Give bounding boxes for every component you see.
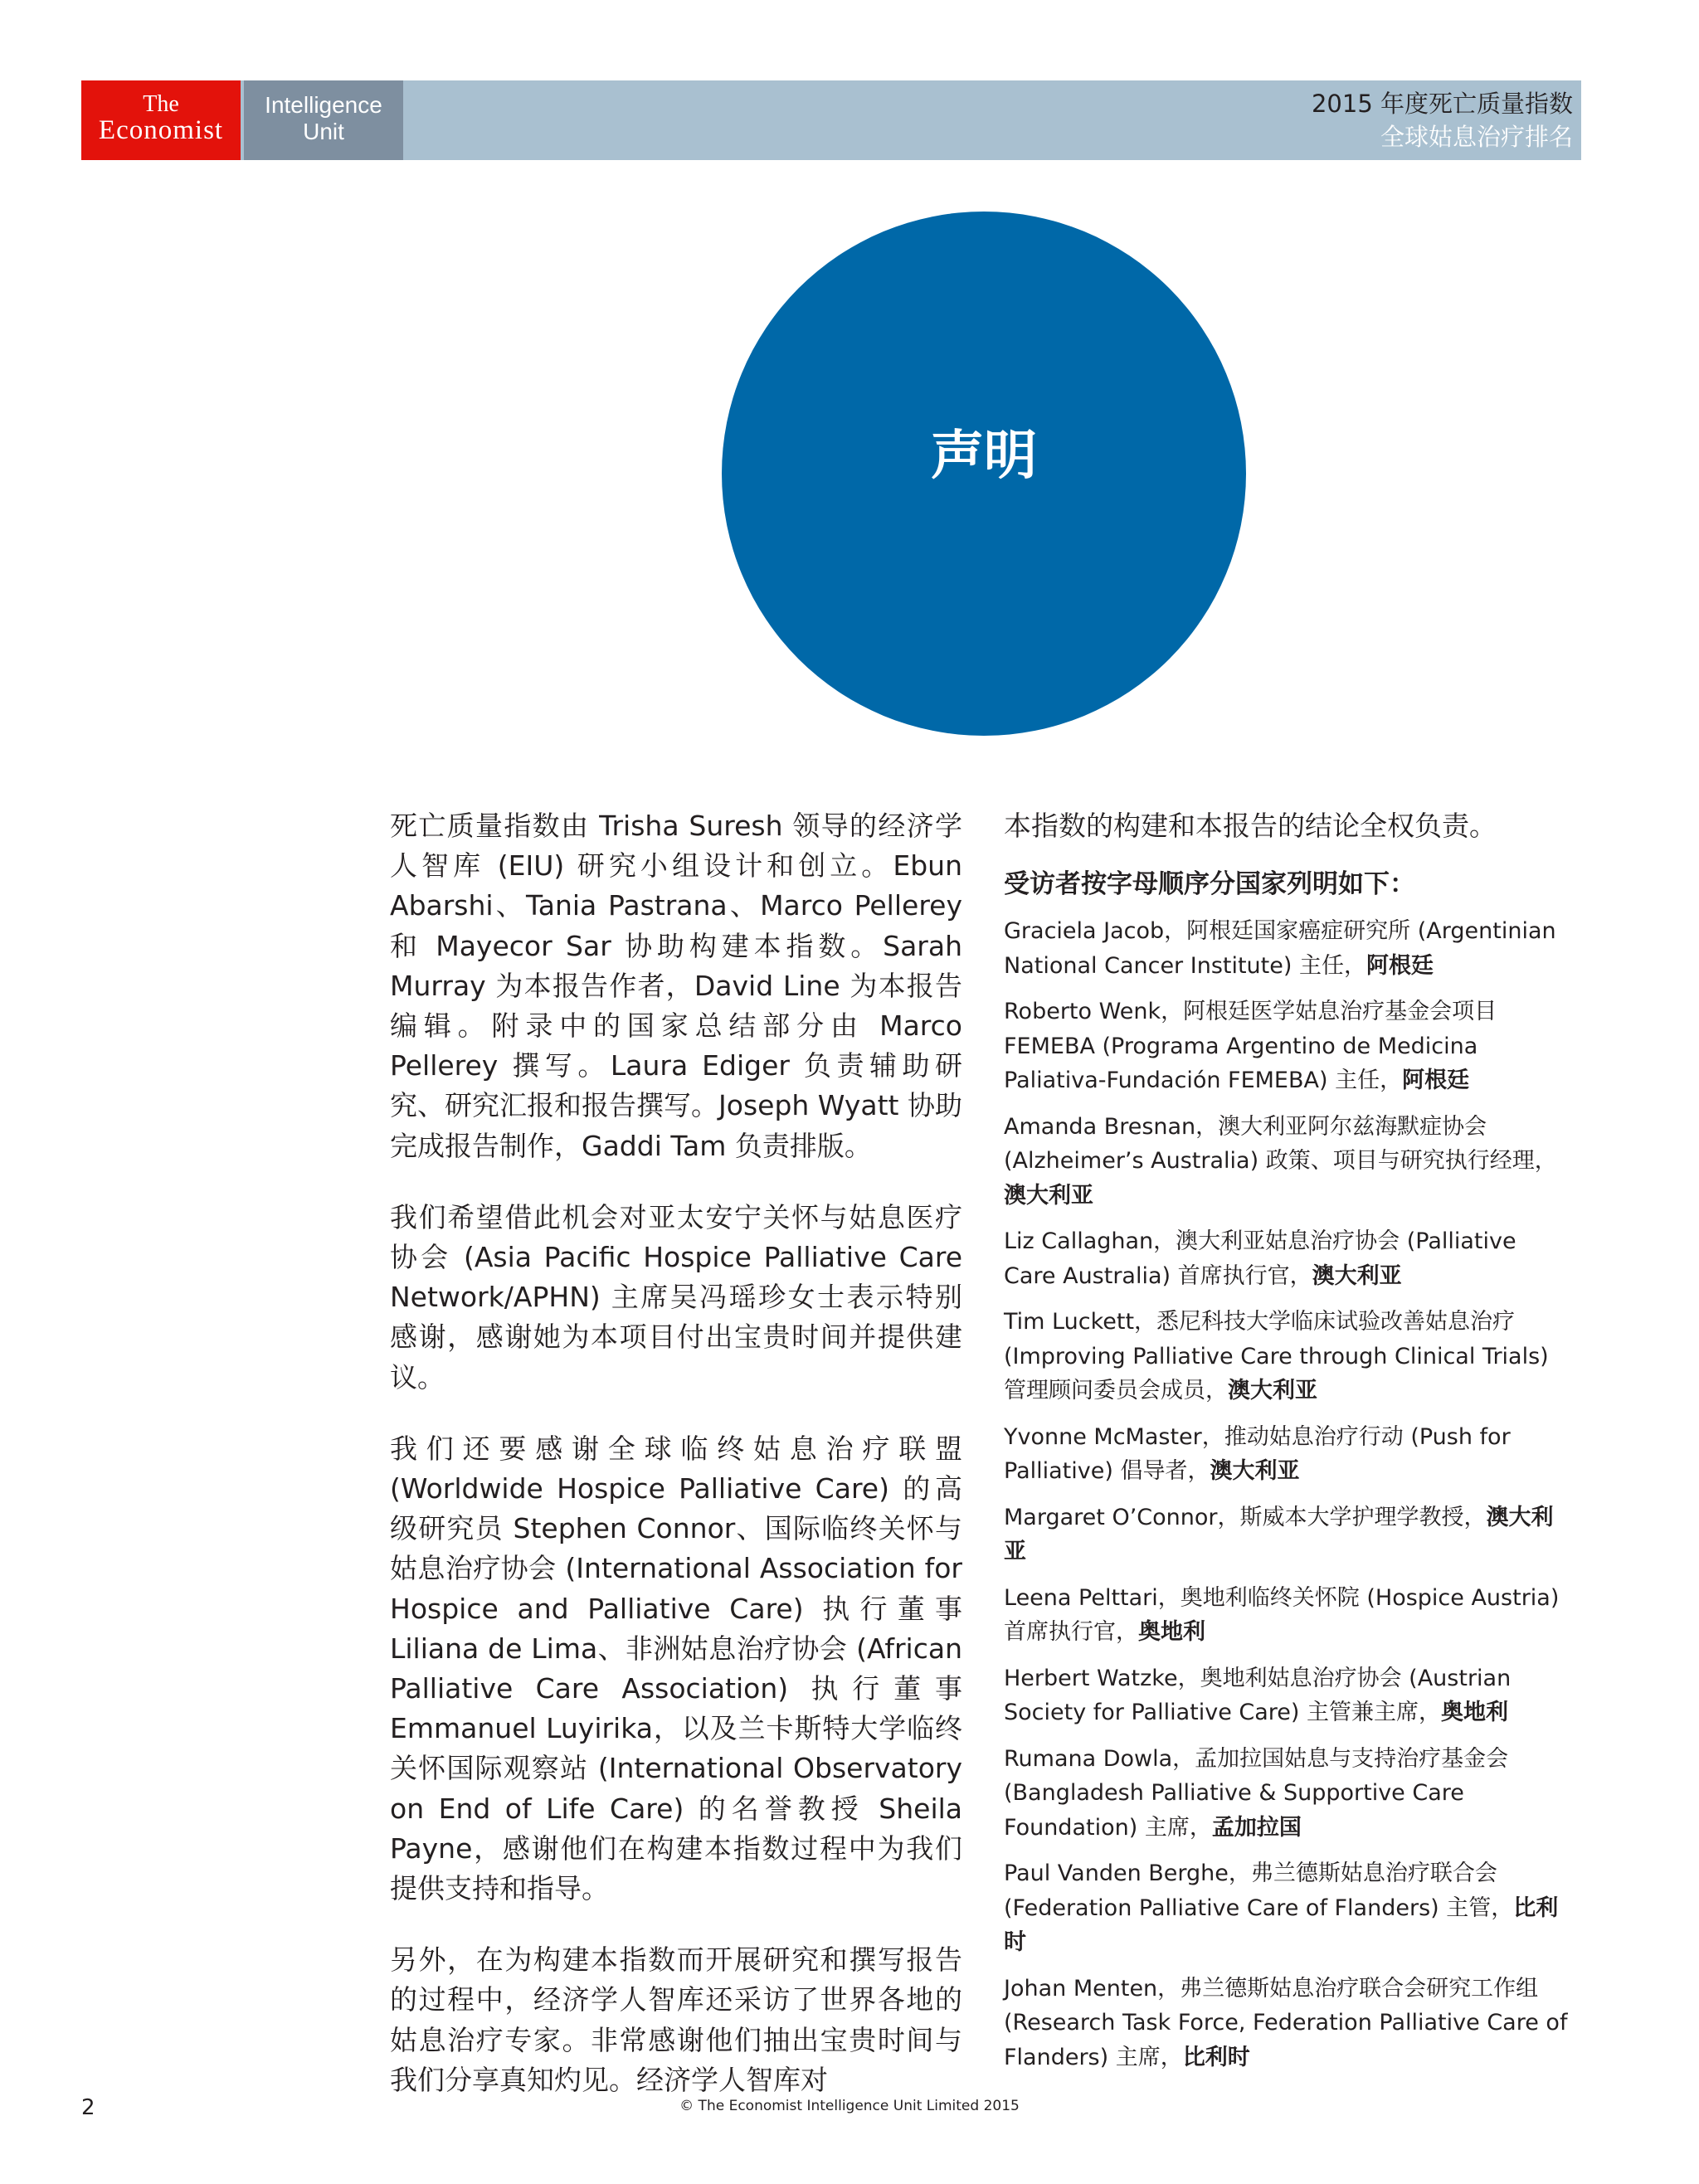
paragraph-continuation: 本指数的构建和本报告的结论全权负责。 (1004, 810, 1497, 842)
interviewee-country: 比利时 (1004, 1895, 1559, 1955)
interviewee-entry (1004, 1110, 1568, 1214)
unit-line-2: Unit (303, 119, 344, 144)
interviewee-entry (1004, 1856, 1568, 1960)
interviewee-entry (1004, 1581, 1568, 1650)
interviewee-entry (1004, 914, 1568, 983)
interviewee-text: Leena Pelttari，奥地利临终关怀院 (Hospice Austria) 首席执行官， (1004, 1584, 1560, 1645)
interviewee-text: Paul Vanden Berghe，弗兰德斯姑息治疗联合会 (Federation Palliative Care of Flanders) 主管， (1004, 1861, 1514, 1921)
interviewee-country: 澳大利亚 (1210, 1458, 1300, 1484)
interviewee-text: Johan Menten，弗兰德斯姑息治疗联合会研究工作组 (Research Task Force, Federation Palliative Care of Flanders) 主席， (1004, 1975, 1568, 2070)
interviewee-text: Tim Luckett，悉尼科技大学临床试验改善姑息治疗 (Improving Palliative Care through Clinical Trials) 管理顾问委员会成员， (1004, 1309, 1549, 1403)
interviewee-entry (1004, 995, 1568, 1098)
logo-line-1: The (143, 91, 179, 117)
interviewee-entry (1004, 1501, 1568, 1569)
copyright-footer: © The Economist Intelligence Unit Limited 2015 (679, 2098, 1020, 2114)
interviewee-text: Margaret O’Connor，斯威本大学护理学教授， (1004, 1504, 1487, 1530)
paragraph: 死亡质量指数由 Trisha Suresh 领导的经济学人智库 (EIU) 研究小组设计和创立。Ebun Abarshi、Tania Pastrana、Marco Pellerey 和 Mayecor Sar 协助构建本指数。Sarah Murray 为本报告作者，David Line 为本报告编辑。附录中的国家总结部分由 Marco Pellerey 撰写。Laura Ediger 负责辅助研究、研究汇报和报告撰写。Joseph Wyatt 协助完成报告制作，Gaddi Tam 负责排版。 (390, 810, 962, 1162)
interviewee-text: Rumana Dowla，孟加拉国姑息与支持治疗基金会 (Bangladesh Palliative & Supportive Care Foundation) 主席， (1004, 1745, 1509, 1841)
interviewee-country: 比利时 (1182, 2044, 1250, 2070)
left-column (390, 806, 962, 2132)
right-column (1004, 806, 1568, 2086)
report-subtitle: 全球姑息治疗排名 (1380, 123, 1573, 151)
interviewee-country: 奥地利 (1441, 1700, 1509, 1725)
interviewee-text: Herbert Watzke，奥地利姑息治疗协会 (Austrian Society for Palliative Care) 主管兼主席， (1004, 1665, 1512, 1725)
interviewee-entry (1004, 1661, 1568, 1730)
interviewee-country: 澳大利亚 (1312, 1262, 1402, 1289)
interviewee-country: 阿根廷 (1402, 1068, 1470, 1093)
paragraph: 我们还要感谢全球临终姑息治疗联盟 (Worldwide Hospice Palliative Care) 的高级研究员 Stephen Connor、国际临终关怀与姑息治疗协会 (International Association for Hospice and Palliative Care) 执行董事 Liliana de Lima、非洲姑息治疗协会 (African Palliative Care Association) 执行董事 Emmanuel Luyirika，以及兰卡斯特大学临终关怀国际观察站 (International Observatory on End of Life Care) 的名誉教授 Sheila Payne，感谢他们在构建本指数过程中为我们提供支持和指导。 (390, 1432, 962, 1905)
intelligence-unit-logo (244, 80, 403, 160)
page-number: 2 (81, 2095, 95, 2120)
interviewee-country: 孟加拉国 (1211, 1814, 1302, 1841)
logo-line-2: Economist (98, 115, 224, 145)
interviewee-entry (1004, 1305, 1568, 1408)
interviewee-country: 澳大利亚 (1004, 1182, 1093, 1209)
interviewee-entry (1004, 1742, 1568, 1846)
interviewee-text: Yvonne McMaster，推动姑息治疗行动 (Push for Palliative) 倡导者， (1004, 1423, 1511, 1484)
paragraph: 另外，在为构建本指数而开展研究和撰写报告的过程中，经济学人智库还采访了世界各地的姑息治疗专家。非常感谢他们抽出宝贵时间与我们分享真知灼见。经济学人智库对 (390, 1943, 962, 2096)
paragraph: 我们希望借此机会对亚太安宁关怀与姑息医疗协会 (Asia Pacific Hospice Palliative Care Network/APHN) 主席吴冯瑶珍女士表示特别感谢，感谢她为本项目付出宝贵时间并提供建议。 (390, 1200, 962, 1394)
interviewee-country: 澳大利亚 (1228, 1378, 1317, 1403)
interviewee-country: 奥地利 (1138, 1619, 1205, 1645)
report-title: 2015 年度死亡质量指数 (1311, 90, 1573, 118)
interviewee-text: Liz Callaghan，澳大利亚姑息治疗协会 (Palliative Care Australia) 首席执行官， (1004, 1228, 1516, 1289)
interviewee-text: Graciela Jacob，阿根廷国家癌症研究所 (Argentinian National Cancer Institute) 主任， (1004, 918, 1556, 979)
interviewee-country: 阿根廷 (1366, 952, 1434, 979)
interviewee-entry (1004, 1972, 1568, 2075)
interviewee-text: Roberto Wenk，阿根廷医学姑息治疗基金会项目 FEMEBA (Programa Argentino de Medicina Paliativa-Fundación FEMEBA) 主任， (1004, 999, 1497, 1093)
interviewees-heading: 受访者按字母顺序分国家列明如下： (1004, 869, 1415, 899)
economist-logo (81, 80, 241, 160)
interviewee-entry (1004, 1420, 1568, 1489)
interviewee-country: 澳大利亚 (1004, 1504, 1554, 1564)
interviewee-entry (1004, 1224, 1568, 1293)
section-title: 声明 (931, 426, 1037, 487)
interviewee-text: Amanda Bresnan，澳大利亚阿尔兹海默症协会 (Alzheimer’s Australia) 政策、项目与研究执行经理， (1004, 1113, 1557, 1174)
unit-line-1: Intelligence (265, 92, 382, 118)
